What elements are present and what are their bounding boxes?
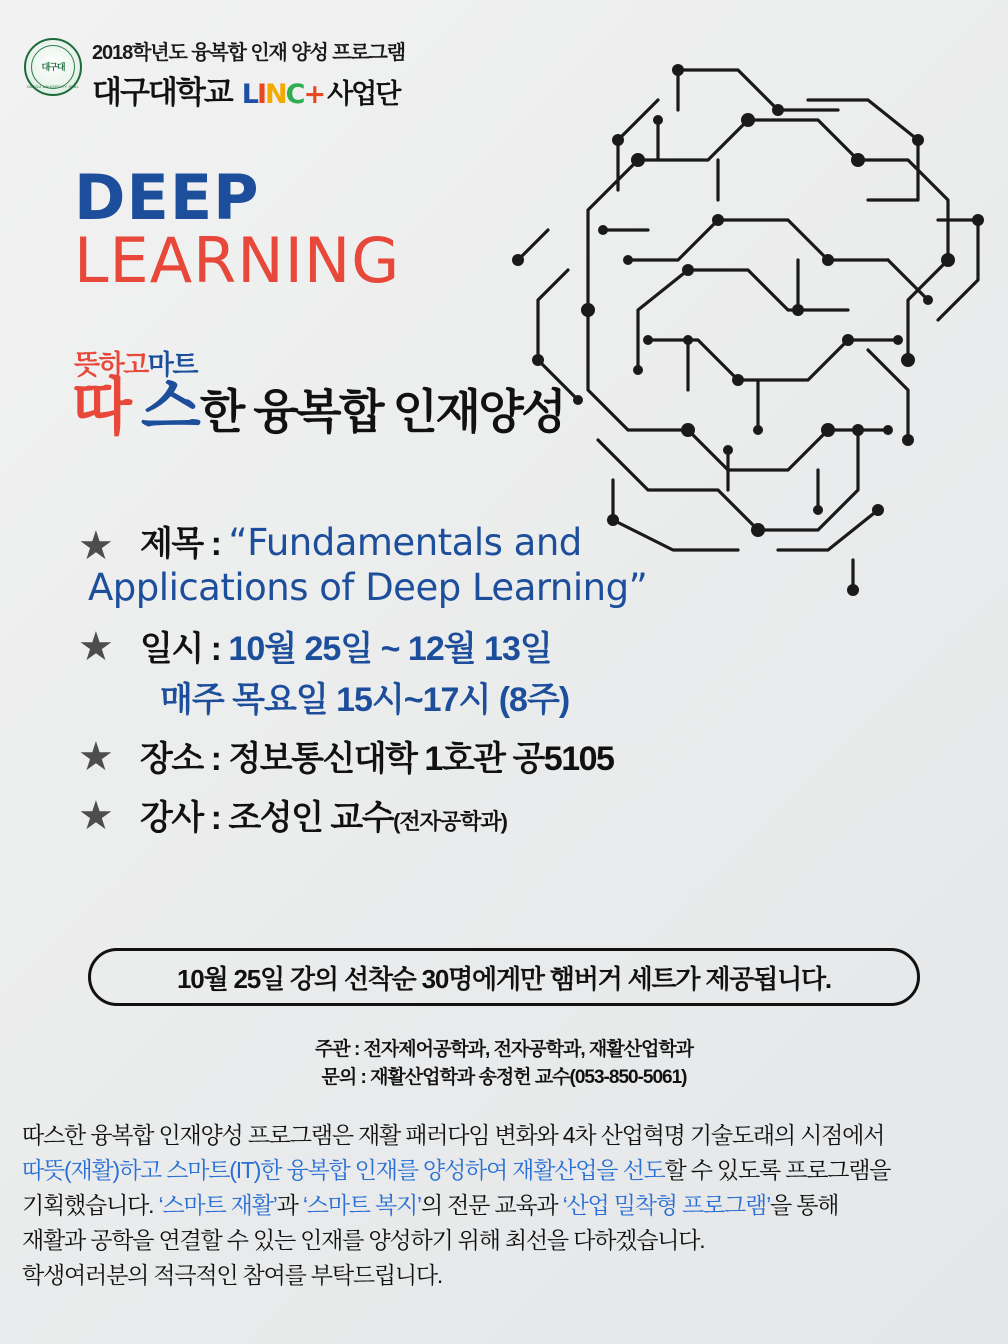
star-icon: ★ — [78, 734, 114, 779]
info-date-body — [128, 621, 569, 721]
paragraph-line-3-a: 기획했습니다. — [22, 1191, 159, 1218]
slogan-big-black: 한 융복합 인재양성 — [199, 385, 565, 438]
slogan-big-red: 따 — [72, 373, 129, 442]
paragraph-line-2-blue: 따뜻(재활)하고 스마트(IT)한 융복합 인재를 양성하여 재활산업을 선도 — [22, 1156, 665, 1183]
linc-letter-n: N — [265, 79, 286, 110]
paragraph-line-3-c: 의 전문 교육과 — [420, 1191, 563, 1218]
linc-letter-c: C — [285, 79, 304, 110]
deep-learning-title — [74, 161, 401, 297]
notice-text: 10월 25일 강의 선착순 30명에게만 햄버거 세트가 제공됩니다. — [177, 963, 831, 994]
linc-letter-plus: + — [303, 79, 325, 110]
info-date-line1 — [140, 621, 569, 670]
slogan-big-line — [72, 373, 565, 442]
title-deep: DEEP — [74, 161, 260, 234]
description-paragraph — [22, 1118, 986, 1293]
slogan-small-blue: 마트 — [147, 350, 197, 380]
paragraph-line-3-d: 을 통해 — [770, 1191, 839, 1218]
notice-pill — [88, 948, 920, 1006]
star-icon: ★ — [78, 524, 114, 568]
info-lecturer-value: 조성인 교수 — [228, 798, 394, 837]
info-subject-line1 — [140, 520, 647, 565]
slogan-big-blue: 스 — [140, 373, 198, 442]
info-subject-line2 — [88, 565, 647, 610]
info-row-subject — [78, 520, 938, 611]
slogan-small-red: 뜻하고 — [74, 350, 148, 380]
star-icon: ★ — [78, 793, 114, 838]
info-date-value-2: 매주 목요일 15시~17시 (8주) — [160, 680, 570, 719]
university-seal-icon — [24, 38, 82, 96]
linc-letter-i: I — [256, 79, 265, 110]
title-learning: LEARNING — [74, 223, 401, 297]
info-date-line2 — [160, 672, 569, 721]
info-lecturer-dept: (전자공학과) — [393, 808, 507, 834]
info-lecturer-body — [128, 790, 507, 839]
info-subject-value-1: “Fundamentals and — [228, 521, 582, 564]
info-row-place — [78, 731, 938, 780]
program-year-line: 2018학년도 융복합 인재 양성 프로그램 — [92, 42, 405, 64]
info-date-value-1: 10월 25일 ~ 12월 13일 — [228, 629, 552, 668]
organizer-block — [0, 1036, 1008, 1091]
slogan-block — [72, 350, 565, 442]
paragraph-line-5: 학생여러분의 적극적인 참여를 부탁드립니다. — [22, 1261, 443, 1288]
host-line: 주관 : 전자제어공학과, 전자공학과, 재활산업학과 — [314, 1039, 694, 1060]
header-text-block — [92, 34, 405, 112]
linc-plus-logo — [242, 79, 324, 110]
contact-line: 문의 : 재활산업학과 송정헌 교수(053-850-5061) — [321, 1066, 687, 1088]
info-subject-value-2: Applications of Deep Learning” — [88, 566, 648, 610]
sub-organization-name: 사업단 — [327, 79, 400, 109]
paragraph-line-3-blue2: ‘스마트 복지’ — [302, 1191, 421, 1218]
info-lecturer-label: 강사 : — [140, 798, 229, 837]
info-place-body — [128, 731, 613, 780]
info-subject-label: 제목 : — [140, 525, 229, 563]
poster-header — [24, 34, 405, 112]
info-list — [78, 520, 938, 849]
info-place-value: 정보통신대학 1호관 공5105 — [228, 739, 614, 778]
info-row-lecturer — [78, 790, 938, 839]
paragraph-line-3-blue1: ‘스마트 재활’ — [158, 1191, 277, 1218]
info-subject-body — [88, 520, 648, 611]
paragraph-line-3 — [22, 1188, 986, 1223]
linc-letter-l: L — [241, 79, 257, 110]
paragraph-line-2-rest: 할 수 있도록 프로그램을 — [664, 1156, 891, 1183]
info-row-date — [78, 621, 938, 721]
seal-center-text: 대구대 — [41, 61, 65, 72]
info-date-label: 일시 : — [140, 629, 229, 668]
paragraph-line-3-b: 과 — [276, 1191, 303, 1218]
header-org-line — [92, 67, 405, 112]
paragraph-line-1: 따스한 융복합 인재양성 프로그램은 재활 패러다임 변화와 4차 산업혁명 기술도래의 시점에서 — [22, 1122, 885, 1148]
university-name: 대구대학교 — [92, 75, 232, 110]
info-place-label: 장소 : — [140, 739, 229, 778]
paragraph-line-3-blue3: ‘산업 밀착형 프로그램’ — [562, 1191, 770, 1218]
seal-ring-text: DAEGU UNIVERSITY SEAL — [27, 85, 79, 89]
star-icon: ★ — [78, 624, 114, 669]
paragraph-line-2 — [22, 1153, 986, 1188]
paragraph-line-4: 재활과 공학을 연결할 수 있는 인재를 양성하기 위해 최선을 다하겠습니다. — [22, 1226, 705, 1253]
